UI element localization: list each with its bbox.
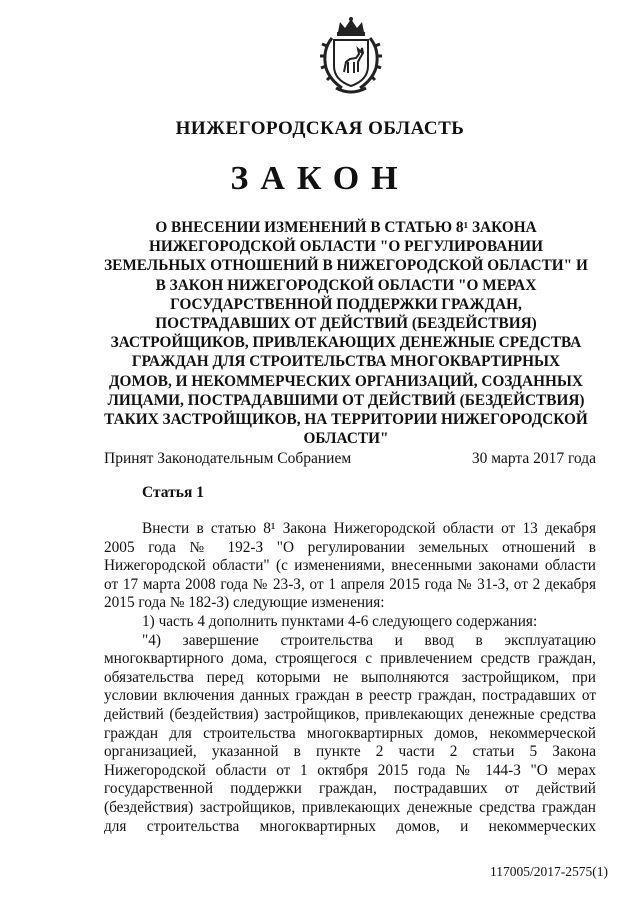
- law-title-line: ЗЕМЕЛЬНЫХ ОТНОШЕНИЙ В НИЖЕГОРОДСКОЙ ОБЛАСТИ" И: [104, 257, 588, 275]
- law-title-line: ОБЛАСТИ": [303, 430, 389, 448]
- body-line: граждан для строительства многоквартирных домов, некоммерческой: [104, 724, 596, 742]
- body-line: условии включения данных граждан в реестр граждан, пострадавших от: [104, 687, 596, 705]
- body-line: 2005 года № 192-З "О регулировании земельных отношений в: [104, 538, 596, 556]
- body-line: 1) часть 4 дополнить пунктами 4-6 следующего содержания:: [142, 612, 538, 630]
- law-title-line: ЗАСТРОЙЩИКОВ, ПРИВЛЕКАЮЩИХ ДЕНЕЖНЫЕ СРЕДСТВА: [110, 334, 582, 352]
- coat-of-arms-emblem: [318, 16, 384, 94]
- law-title-line: ДОМОВ, И НЕКОММЕРЧЕСКИХ ОРГАНИЗАЦИЙ, СОЗДАННЫХ: [109, 372, 583, 390]
- body-line: организацией, указанной в пункте 2 части 2 статьи 5 Закона: [104, 743, 596, 761]
- law-title-line: ТАКИХ ЗАСТРОЙЩИКОВ, НА ТЕРРИТОРИИ НИЖЕГОРОДСКОЙ: [104, 411, 588, 429]
- adopted-by-text: Принят Законодательным Собранием: [104, 450, 352, 467]
- law-title-line: О ВНЕСЕНИИ ИЗМЕНЕНИЙ В СТАТЬЮ 8¹ ЗАКОНА: [155, 219, 537, 236]
- law-title-line: ПОСТРАДАВШИХ ОТ ДЕЙСТВИЙ (БЕЗДЕЙСТВИЯ): [155, 315, 537, 333]
- body-line: для строительства многоквартирных домов, и некоммерческих: [104, 817, 596, 835]
- body-line: Внести в статью 8¹ Закона Нижегородской области от 13 декабря: [142, 520, 596, 537]
- law-title: [96, 218, 596, 448]
- body-line: "4) завершение строительства и ввод в эксплуатацию: [142, 631, 596, 649]
- region-heading: НИЖЕГОРОДСКАЯ ОБЛАСТЬ: [175, 118, 465, 139]
- body-line: обязательства перед которыми не выполняются застройщиком, при: [104, 668, 596, 686]
- document-number: 117005/2017-2575(1): [490, 864, 608, 879]
- law-title-line: НИЖЕГОРОДСКОЙ ОБЛАСТИ "О РЕГУЛИРОВАНИИ: [148, 238, 544, 256]
- body-line: многоквартирного дома, строящегося с привлечением средств граждан,: [104, 650, 596, 668]
- body-line: (бездействия) застройщиков, привлекающих денежные средства граждан: [104, 798, 596, 816]
- body-line: от 17 марта 2008 года № 23-З, от 1 апреля 2015 года № 31-З, от 2 декабря: [104, 575, 596, 593]
- body-line: 2015 года № 182-З) следующие изменения:: [104, 594, 385, 612]
- body-line: Нижегородской области" (с изменениями, внесенными законами области: [104, 557, 596, 575]
- article-heading: Статья 1: [142, 484, 204, 501]
- article-body: [104, 520, 596, 836]
- adoption-date: 30 марта 2017 года: [471, 450, 596, 467]
- law-title-line: ГОСУДАРСТВЕННОЙ ПОДДЕРЖКИ ГРАЖДАН,: [170, 295, 522, 313]
- body-line: действий (бездействия) застройщиков, привлекающих денежные средства: [104, 705, 596, 723]
- body-line: государственной поддержки граждан, пострадавших от действий: [104, 780, 596, 798]
- body-line: Нижегородской области от 1 октября 2015 года № 144-З "О мерах: [104, 761, 596, 779]
- document-type-heading: ЗАКОН: [230, 160, 410, 197]
- law-title-line: ЛИЦАМИ, ПОСТРАДАВШИМИ ОТ ДЕЙСТВИЙ (БЕЗДЕЙСТВИЯ): [107, 391, 585, 409]
- law-title-line: ГРАЖДАН ДЛЯ СТРОИТЕЛЬСТВА МНОГОКВАРТИРНЫХ: [131, 353, 561, 371]
- adoption-line: [104, 450, 596, 470]
- law-title-line: В ЗАКОН НИЖЕГОРОДСКОЙ ОБЛАСТИ "О МЕРАХ: [155, 276, 537, 294]
